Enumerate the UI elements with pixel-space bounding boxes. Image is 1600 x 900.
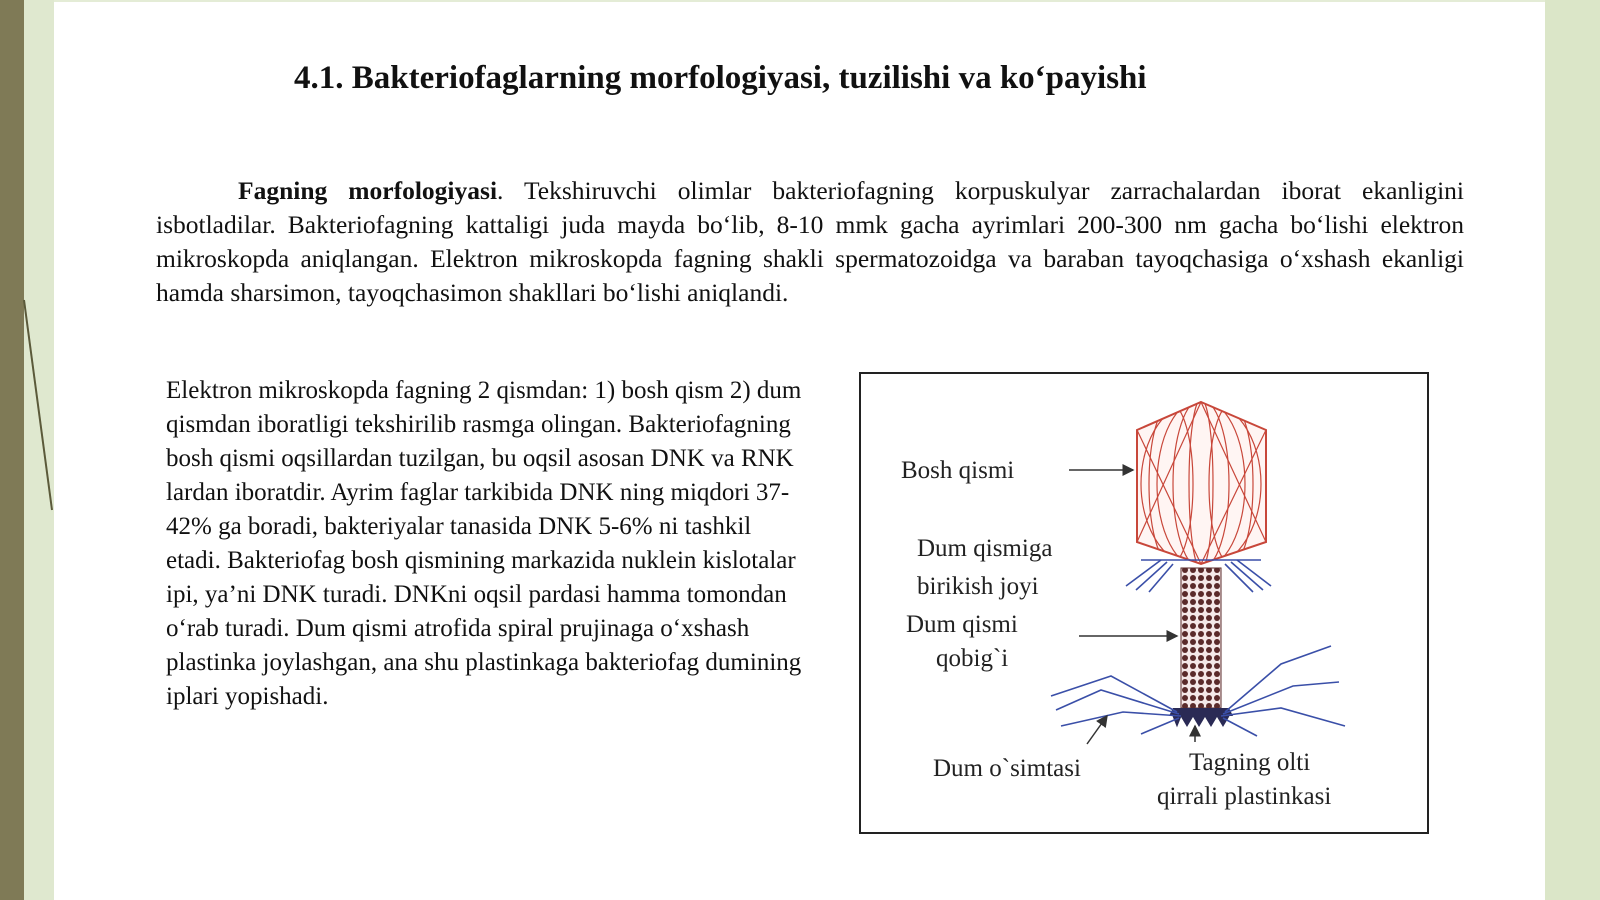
slide-title: 4.1. Bakteriofaglarning morfologiyasi, tuzilishi va ko‘payishi — [294, 60, 1147, 96]
label-head: Bosh qismi — [901, 457, 1015, 484]
intro-paragraph — [156, 174, 1464, 310]
right-decor-strip — [1545, 0, 1600, 900]
label-plate-line2: qirrali plastinkasi — [1157, 783, 1332, 810]
label-sheath-line2: qobig`i — [936, 645, 1009, 672]
phage-head-shape — [1137, 399, 1266, 569]
label-connection-line2: birikish joyi — [917, 573, 1039, 600]
phage-base-plate-shape — [1169, 708, 1233, 726]
body-paragraph: Elektron mikroskopda fagning 2 qismdan: 1) bosh qism 2) dum qismdan iboratligi tekshirilib rasmga olingan. Bakteriofagning bosh qismi oqsillardan tuzilgan, bu oqsil asosan DNK va RNK lardan iboratdir. Ayrim faglar tarkibida DNK ning miqdori 37-42% ga boradi, bakteriyalar tanasida DNK 5-6% ni tashkil etadi. Bakteriofag bosh qismining markazida nuklein kislotalar ipi, ya’ni DNK turadi. DNKni oqsil pardasi hamma tomondan o‘rab turadi. Dum qismi atrofida spiral prujinaga o‘xshash plastinka joylashgan, ana shu plastinkaga bakteriofag dumining iplari yopishadi. — [166, 377, 802, 710]
intro-text: . Tekshiruvchi olimlar bakteriofagning korpuskulyar zarrachalardan iborat ekanligini isbotladilar. Bakteriofagning kattaligi juda mayda bo‘lib, 8-10 mmk gacha ayrimlari 200-300 nm gacha bo‘lishi elektron mikroskopda aniqlangan. Elektron mikroskopda fagning shakli spermatozoidga va baraban tayoqchasiga o‘xshash ekanligi hamda sharsimon, tayoqchasimon shakllari bo‘lishi aniqlandi. — [156, 176, 1464, 307]
label-sheath-line1: Dum qismi — [906, 611, 1018, 638]
label-connection-line1: Dum qismiga — [917, 535, 1053, 562]
phage-tail-sheath-shape — [1181, 568, 1221, 708]
label-tail-fiber: Dum o`simtasi — [933, 755, 1081, 782]
phage-diagram — [859, 372, 1429, 834]
slide-page — [54, 2, 1545, 900]
intro-bold-term: Fagning morfologiyasi — [238, 176, 498, 205]
label-plate-line1: Tagning olti — [1189, 749, 1311, 776]
